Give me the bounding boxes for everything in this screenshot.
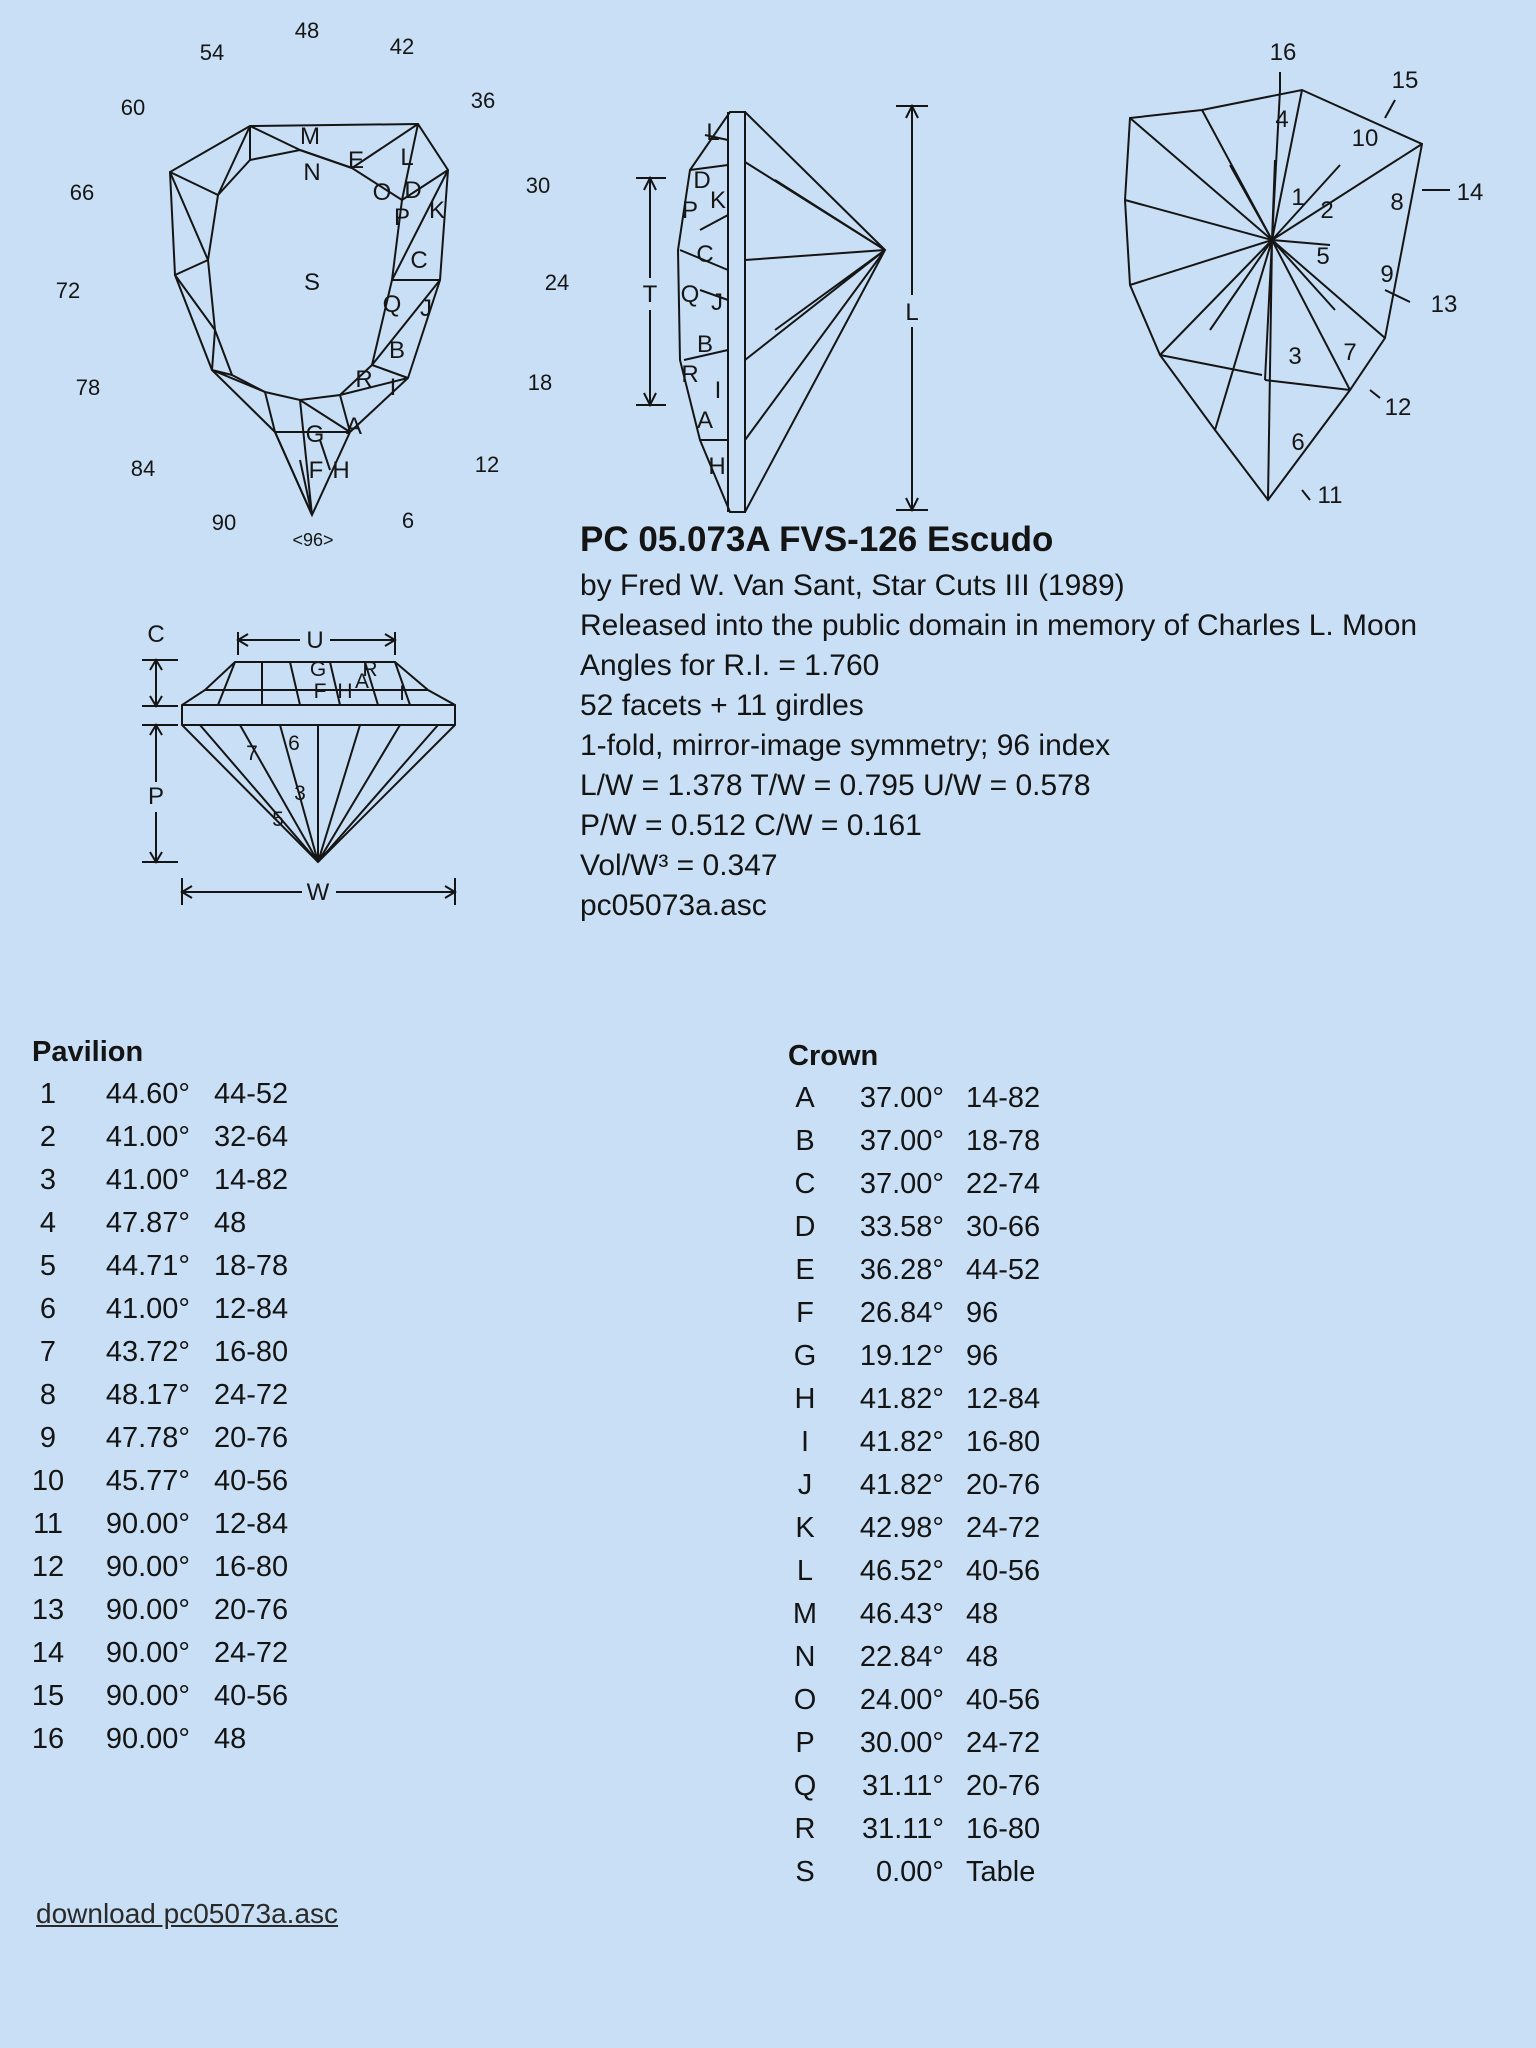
facet-id: 2 (39, 1121, 57, 1153)
facet-label: R (355, 366, 373, 393)
facet-angle: 31.11° (861, 1770, 944, 1802)
facet-angle: 37.00° (859, 1168, 944, 1200)
dimension-label: P (147, 783, 165, 810)
facet-label: C (696, 241, 714, 268)
facet-index: 22-74 (966, 1168, 1041, 1200)
facet-id: C (794, 1168, 816, 1200)
facet-angle: 48.17° (105, 1379, 190, 1411)
index-mark: 54 (199, 40, 225, 65)
facet-index: 14-82 (214, 1164, 289, 1196)
facet-label: A (354, 670, 370, 693)
facet-id: F (796, 1297, 814, 1329)
facet-label: H (332, 457, 350, 484)
facet-label: L (706, 119, 720, 146)
table-row (784, 1808, 1040, 1851)
info-facets: 52 facets + 11 girdles (580, 689, 864, 722)
facet-angle: 90.00° (105, 1637, 190, 1669)
facet-index: 96 (966, 1297, 999, 1329)
table-row (784, 1765, 1040, 1808)
facet-angle: 44.60° (105, 1078, 190, 1110)
dimension-label: W (306, 879, 330, 906)
facet-angle: 90.00° (105, 1551, 190, 1583)
dimension-label: U (306, 627, 324, 654)
pavilion-number: 14 (1456, 179, 1484, 206)
pavilion-number: 2 (1320, 197, 1334, 224)
index-mark: 42 (389, 34, 415, 59)
table-row (18, 1503, 288, 1546)
table-row (18, 1675, 288, 1718)
index-mark: 36 (470, 88, 496, 113)
facet-id: 3 (39, 1164, 57, 1196)
facet-label: J (711, 289, 723, 316)
pavilion-number: 8 (1390, 189, 1404, 216)
facet-angle: 44.71° (105, 1250, 190, 1282)
facet-label: H (337, 680, 353, 703)
facet-label: M (300, 123, 320, 150)
facet-label: K (428, 197, 446, 224)
facet-label: 3 (294, 782, 306, 805)
info-volume: Vol/W³ = 0.347 (580, 849, 778, 882)
crown-table (784, 1040, 1040, 1894)
facet-index: 18-78 (214, 1250, 289, 1282)
facet-angle: 47.78° (105, 1422, 190, 1454)
table-row (784, 1507, 1040, 1550)
facet-angle: 90.00° (105, 1680, 190, 1712)
table-row (18, 1245, 288, 1288)
facet-label: I (389, 374, 397, 401)
facet-id: 1 (39, 1078, 57, 1110)
facet-id: N (794, 1641, 816, 1673)
facet-index: 24-72 (214, 1637, 289, 1669)
pavilion-number: 15 (1391, 67, 1419, 94)
facet-index: 44-52 (966, 1254, 1041, 1286)
info-release: Released into the public domain in memory of Charles L. Moon (580, 609, 1418, 642)
facet-angle: 47.87° (105, 1207, 190, 1239)
design-info (580, 520, 1520, 926)
facet-id: R (794, 1813, 816, 1845)
facet-label: P (393, 204, 411, 231)
table-row (18, 1288, 288, 1331)
facet-angle: 19.12° (859, 1340, 944, 1372)
facet-label: B (696, 331, 714, 358)
table-row (784, 1163, 1040, 1206)
facet-angle: 30.00° (859, 1727, 944, 1759)
pavilion-table (18, 1036, 288, 1761)
facet-index: 32-64 (214, 1121, 289, 1153)
facet-index: 24-72 (214, 1379, 289, 1411)
facet-index: 44-52 (214, 1078, 289, 1110)
index-mark: 18 (527, 370, 553, 395)
table-row (18, 1718, 288, 1761)
facet-index: 24-72 (966, 1727, 1041, 1759)
facet-label: J (420, 295, 432, 322)
table-row (784, 1249, 1040, 1292)
facet-id: E (795, 1254, 815, 1286)
table-row (784, 1679, 1040, 1722)
facet-label: C (410, 247, 428, 274)
index-mark: 78 (75, 375, 101, 400)
facet-index: 24-72 (966, 1512, 1041, 1544)
facet-angle: 46.52° (859, 1555, 944, 1587)
facet-id: I (800, 1426, 810, 1458)
facet-angle: 41.82° (859, 1383, 944, 1415)
info-filename: pc05073a.asc (580, 889, 767, 922)
facet-id: M (792, 1598, 818, 1630)
dimension-label: T (642, 281, 658, 308)
facet-label: N (303, 159, 321, 186)
table-row (18, 1460, 288, 1503)
pavilion-number: 10 (1351, 125, 1379, 152)
facet-angle: 24.00° (859, 1684, 944, 1716)
facet-id: 13 (31, 1594, 65, 1626)
facet-index: 16-80 (966, 1426, 1041, 1458)
facet-angle: 90.00° (105, 1594, 190, 1626)
facet-angle: 42.98° (859, 1512, 944, 1544)
table-row (18, 1331, 288, 1374)
facet-id: D (794, 1211, 816, 1243)
facet-label: B (388, 337, 406, 364)
facet-index: 18-78 (966, 1125, 1041, 1157)
facet-id: 9 (39, 1422, 57, 1454)
facet-index: 40-56 (966, 1555, 1041, 1587)
facet-angle: 0.00° (875, 1856, 944, 1888)
table-row (18, 1073, 288, 1116)
facet-label: I (399, 682, 405, 705)
facet-angle: 46.43° (859, 1598, 944, 1630)
facet-index: 20-76 (966, 1469, 1041, 1501)
pavilion-number: 9 (1380, 261, 1394, 288)
table-row (18, 1202, 288, 1245)
facet-id: B (795, 1125, 815, 1157)
facet-label: G (309, 658, 327, 681)
facet-label: E (347, 147, 365, 174)
facet-angle: 31.11° (861, 1813, 944, 1845)
facet-label: F (308, 457, 324, 484)
pavilion-number: 5 (1316, 243, 1330, 270)
facet-label: I (714, 377, 722, 404)
table-row (18, 1546, 288, 1589)
facet-angle: 90.00° (105, 1508, 190, 1540)
table-row (18, 1632, 288, 1675)
facet-angle: 22.84° (859, 1641, 944, 1673)
facet-id: 16 (31, 1723, 65, 1755)
facet-angle: 37.00° (859, 1125, 944, 1157)
facet-id: L (796, 1555, 814, 1587)
info-symmetry: 1-fold, mirror-image symmetry; 96 index (580, 729, 1111, 762)
facet-id: Q (793, 1770, 817, 1802)
facet-index: 48 (214, 1207, 247, 1239)
facet-index: 40-56 (966, 1684, 1041, 1716)
facet-id: G (793, 1340, 817, 1372)
facet-id: 8 (39, 1379, 57, 1411)
table-row (784, 1292, 1040, 1335)
facet-angle: 26.84° (859, 1297, 944, 1329)
index-mark: 30 (525, 173, 551, 198)
facet-label: D (693, 167, 711, 194)
facet-angle: 43.72° (105, 1336, 190, 1368)
dimension-label: L (905, 299, 919, 326)
facet-angle: 37.00° (859, 1082, 944, 1114)
facet-label: R (362, 658, 378, 681)
facet-label: D (404, 177, 422, 204)
facet-label: R (681, 361, 699, 388)
facet-id: O (793, 1684, 817, 1716)
index-mark: 12 (474, 452, 500, 477)
pavilion-number: 4 (1275, 106, 1289, 133)
facet-label: Q (680, 281, 700, 308)
facet-label: K (709, 187, 727, 214)
facet-id: 7 (39, 1336, 57, 1368)
facet-label: S (303, 269, 321, 296)
facet-id: S (795, 1856, 815, 1888)
index-mark: 66 (69, 180, 95, 205)
facet-label: Q (382, 291, 402, 318)
download-link[interactable]: download pc05073a.asc (36, 1898, 339, 1929)
facet-index: 48 (966, 1641, 999, 1673)
facet-index: Table (966, 1856, 1036, 1888)
pavilion-number: 3 (1288, 343, 1302, 370)
table-row (784, 1206, 1040, 1249)
facet-index: 48 (966, 1598, 999, 1630)
index-mark: 84 (130, 456, 156, 481)
facet-angle: 33.58° (859, 1211, 944, 1243)
facet-index: 16-80 (214, 1551, 289, 1583)
table-row (784, 1335, 1040, 1378)
facet-id: 10 (31, 1465, 65, 1497)
facet-index: 20-76 (214, 1594, 289, 1626)
design-title: PC 05.073A FVS-126 Escudo (580, 520, 1054, 559)
facet-label: 5 (272, 808, 284, 831)
table-row (784, 1550, 1040, 1593)
pavilion-number: 11 (1317, 482, 1343, 509)
index-mark: 90 (211, 510, 237, 535)
facet-index: 30-66 (966, 1211, 1041, 1243)
facet-id: 15 (31, 1680, 65, 1712)
dimension-label: C (147, 621, 165, 648)
facet-label: H (708, 453, 726, 480)
pavilion-number: 12 (1384, 394, 1412, 421)
table-row (18, 1116, 288, 1159)
facet-index: 12-84 (966, 1383, 1041, 1415)
facet-id: 14 (31, 1637, 65, 1669)
pavilion-number: 13 (1430, 291, 1458, 318)
facet-id: A (795, 1082, 815, 1114)
facet-index: 16-80 (214, 1336, 289, 1368)
facet-index: 20-76 (966, 1770, 1041, 1802)
facet-index: 12-84 (214, 1508, 289, 1540)
table-row (784, 1378, 1040, 1421)
facet-angle: 45.77° (105, 1465, 190, 1497)
facet-angle: 41.00° (105, 1164, 190, 1196)
index-mark: 48 (294, 18, 320, 43)
index-mark: 72 (55, 278, 81, 303)
table-row (784, 1851, 1040, 1894)
info-ratios-2: P/W = 0.512 C/W = 0.161 (580, 809, 922, 842)
pavilion-number: 1 (1291, 184, 1305, 211)
facet-index: 48 (214, 1723, 247, 1755)
table-row (18, 1159, 288, 1202)
facet-angle: 41.82° (859, 1426, 944, 1458)
facet-label: A (345, 413, 363, 440)
index-mark: 60 (120, 95, 146, 120)
facet-label: G (305, 421, 325, 448)
facet-angle: 41.82° (859, 1469, 944, 1501)
facet-index: 14-82 (966, 1082, 1041, 1114)
table-row (784, 1421, 1040, 1464)
facet-angle: 90.00° (105, 1723, 190, 1755)
facet-label: 6 (288, 732, 300, 755)
info-ratios-1: L/W = 1.378 T/W = 0.795 U/W = 0.578 (580, 769, 1091, 802)
facet-index: 96 (966, 1340, 999, 1372)
info-author: by Fred W. Van Sant, Star Cuts III (1989) (580, 569, 1125, 602)
table-row (18, 1589, 288, 1632)
facet-label: L (400, 144, 414, 171)
facet-index: 12-84 (214, 1293, 289, 1325)
facet-id: J (797, 1469, 813, 1501)
facet-id: K (795, 1512, 815, 1544)
facet-angle: 41.00° (105, 1121, 190, 1153)
table-row (784, 1722, 1040, 1765)
pavilion-number: 6 (1291, 429, 1305, 456)
table-row (784, 1593, 1040, 1636)
facet-id: 5 (39, 1250, 57, 1282)
index-mark: 6 (401, 508, 415, 533)
facet-index: 40-56 (214, 1680, 289, 1712)
facet-id: 12 (31, 1551, 65, 1583)
facet-angle: 36.28° (859, 1254, 944, 1286)
facet-id: H (794, 1383, 816, 1415)
table-row (784, 1120, 1040, 1163)
facet-label: O (372, 179, 392, 206)
facet-label: 7 (246, 742, 258, 765)
facet-label: P (681, 197, 699, 224)
info-ri: Angles for R.I. = 1.760 (580, 649, 880, 682)
facet-index: 16-80 (966, 1813, 1041, 1845)
facet-index: 20-76 (214, 1422, 289, 1454)
facet-id: 4 (39, 1207, 57, 1239)
facet-id: 6 (39, 1293, 57, 1325)
facet-id: P (795, 1727, 815, 1759)
table-row (18, 1374, 288, 1417)
pavilion-number: 7 (1343, 339, 1357, 366)
index-mark: <96> (292, 530, 334, 550)
table-row (784, 1077, 1040, 1120)
facet-angle: 41.00° (105, 1293, 190, 1325)
facet-label: F (313, 680, 327, 703)
table-row (784, 1464, 1040, 1507)
facet-index: 40-56 (214, 1465, 289, 1497)
pavilion-heading: Pavilion (32, 1036, 144, 1068)
index-mark: 24 (544, 270, 570, 295)
table-row (18, 1417, 288, 1460)
pavilion-number: 16 (1269, 39, 1297, 66)
facet-id: 11 (32, 1508, 64, 1540)
crown-heading: Crown (788, 1040, 879, 1072)
table-row (784, 1636, 1040, 1679)
facet-label: A (696, 407, 714, 434)
